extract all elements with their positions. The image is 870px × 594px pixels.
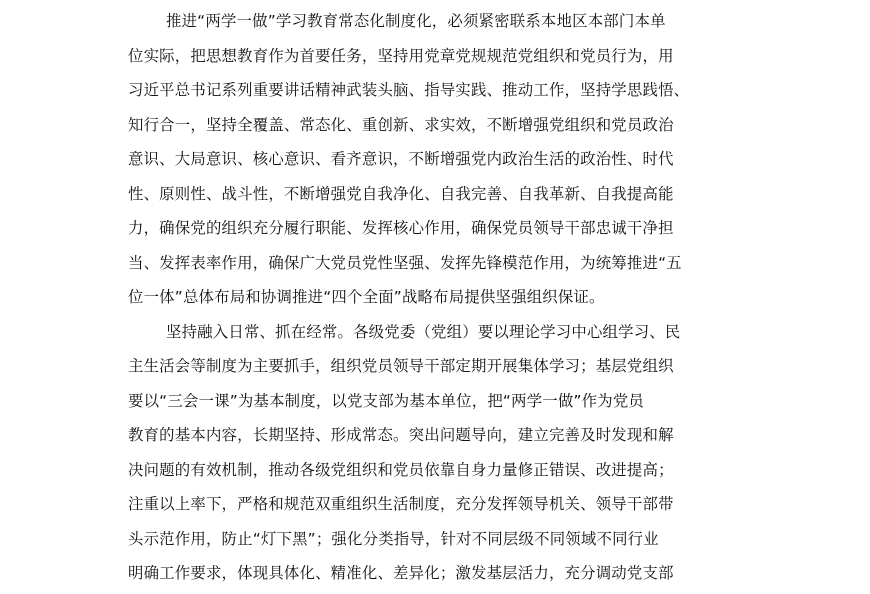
text-line: 教育的基本内容，长期坚持、形成常态。突出问题导向，建立完善及时发现和解 <box>128 426 674 444</box>
text-line: 坚持融入日常、抓在经常。各级党委（党组）要以理论学习中心组学习、民 <box>166 322 681 341</box>
text-line: 知行合一，坚持全覆盖、常态化、重创新、求实效，不断增强党组织和党员政治 <box>128 115 674 134</box>
text-line: 当、发挥表率作用，确保广大党员党性坚强、发挥先锋模范作用，为统筹推进“五 <box>128 253 682 272</box>
text-line: 主生活会等制度为主要抓手，组织党员领导干部定期开展集体学习；基层党组织 <box>128 357 674 375</box>
paragraph-2 <box>128 315 748 591</box>
text-line: 要以“三会一课”为基本制度，以党支部为基本单位，把“两学一做”作为党员 <box>128 391 645 410</box>
text-line: 决问题的有效机制，推动各级党组织和党员依靠自身力量修正错误、改进提高； <box>128 460 674 479</box>
text-line: 头示范作用，防止“灯下黑”；强化分类指导，针对不同层级不同领域不同行业 <box>128 529 659 548</box>
text-line: 推进“两学一做”学习教育常态化制度化，必须紧密联系本地区本部门本单 <box>166 12 666 30</box>
text-line: 明确工作要求，体现具体化、精准化、差异化；激发基层活力，充分调动党支部 <box>128 564 674 582</box>
text-line: 意识、大局意识、核心意识、看齐意识，不断增强党内政治生活的政治性、时代 <box>128 150 674 168</box>
text-line: 力，确保党的组织充分履行职能、发挥核心作用，确保党员领导干部忠诚干净担 <box>128 219 674 237</box>
document-body <box>128 0 748 591</box>
text-line: 性、原则性、战斗性，不断增强党自我净化、自我完善、自我革新、自我提高能 <box>128 184 674 203</box>
text-line: 习近平总书记系列重要讲话精神武装头脑、指导实践、推动工作，坚持学思践悟、 <box>128 81 690 99</box>
text-line: 注重以上率下，严格和规范双重组织生活制度，充分发挥领导机关、领导干部带 <box>128 495 674 513</box>
text-line: 位一体”总体布局和协调推进“四个全面”战略布局提供坚强组织保证。 <box>128 288 605 306</box>
paragraph-1 <box>128 4 748 315</box>
text-line: 位实际，把思想教育作为首要任务，坚持用党章党规规范党组织和党员行为，用 <box>128 46 674 65</box>
